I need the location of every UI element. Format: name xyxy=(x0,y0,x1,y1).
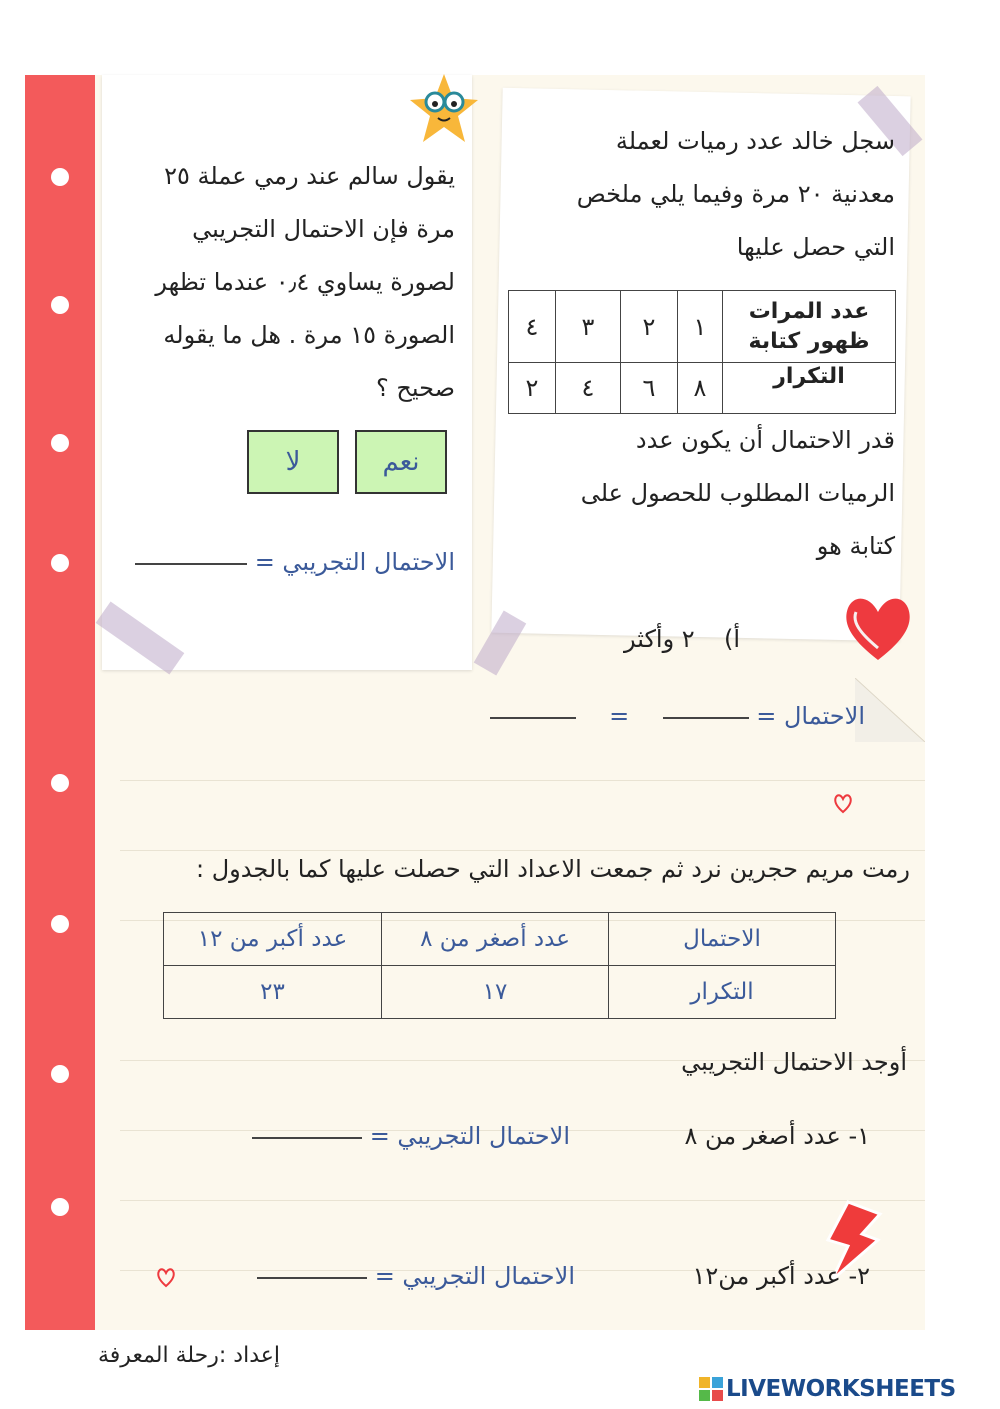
small-heart-icon xyxy=(156,1266,176,1288)
table-header-cell: عدد أكبر من ١٢ xyxy=(164,913,382,966)
answer-label: الاحتمال التجريبي = xyxy=(374,1262,575,1290)
table-header-cell: عدد أصغر من ٨ xyxy=(382,913,609,966)
table-header-cell: التكرار xyxy=(723,363,896,414)
coin-frequency-table xyxy=(508,290,896,414)
option-text: ٢ وأكثر xyxy=(624,625,695,653)
table-cell: ٢ xyxy=(621,291,678,363)
table-cell: ٢ xyxy=(509,363,556,414)
answer-label: الاحتمال التجريبي = xyxy=(254,548,455,576)
binder-hole xyxy=(51,1065,69,1083)
table-cell: ٨ xyxy=(678,363,723,414)
answer-blank[interactable] xyxy=(663,716,749,719)
dice-frequency-table xyxy=(163,912,836,1019)
question-line: قدر الاحتمال أن يكون عدد xyxy=(635,426,895,454)
heart-icon xyxy=(838,588,918,668)
question-line: مرة فإن الاحتمال التجريبي xyxy=(192,215,455,243)
binder-hole xyxy=(51,168,69,186)
intro-line: معدنية ٢٠ مرة وفيما يلي ملخص xyxy=(576,180,895,208)
binder-hole xyxy=(51,915,69,933)
table-cell: ١ xyxy=(678,291,723,363)
table-header-cell: الاحتمال xyxy=(609,913,836,966)
table-cell: ٦ xyxy=(621,363,678,414)
no-answer-box[interactable]: لا xyxy=(247,430,339,494)
answer-blank[interactable] xyxy=(135,562,247,565)
binder-hole xyxy=(51,434,69,452)
binder-hole xyxy=(51,296,69,314)
star-character-icon xyxy=(408,70,480,150)
answer-blank[interactable] xyxy=(252,1136,362,1139)
table-header-cell xyxy=(723,291,896,363)
question-line: كتابة هو xyxy=(816,532,895,560)
answer-label: الاحتمال = xyxy=(756,702,865,730)
item-2-answer-row xyxy=(235,1262,575,1290)
intro-line: التي حصل عليها xyxy=(736,233,895,261)
liveworksheets-logo[interactable] xyxy=(698,1374,994,1404)
question-line: الصورة ١٥ مرة . هل ما يقوله xyxy=(163,321,455,349)
folded-corner-icon xyxy=(855,678,925,742)
equals-sign: = xyxy=(609,702,630,730)
binder-strip xyxy=(25,75,95,1330)
intro-line: سجل خالد عدد رميات لعملة xyxy=(615,127,895,155)
right-question-text xyxy=(505,414,895,573)
item-1-label: ١- عدد أصغر من ٨ xyxy=(684,1122,870,1150)
question-line: لصورة يساوي ٠٫٤ عندما تظهر xyxy=(155,268,455,296)
dice-question-statement: رمت مريم حجرين نرد ثم جمعت الاعداد التي حصلت عليها كما بالجدول : xyxy=(196,855,910,883)
item-1-answer-row xyxy=(230,1122,570,1150)
question-line: صحيح ؟ xyxy=(376,374,455,402)
option-a[interactable] xyxy=(560,613,740,666)
left-answer-row xyxy=(120,548,455,576)
left-question-text xyxy=(105,150,455,415)
answer-blank[interactable] xyxy=(490,716,576,719)
yes-answer-box[interactable]: نعم xyxy=(355,430,447,494)
binder-hole xyxy=(51,554,69,572)
header-line: عدد المرات xyxy=(748,298,870,324)
table-cell: ٣ xyxy=(556,291,621,363)
question-line: الرميات المطلوب للحصول على xyxy=(580,479,895,507)
option-letter: أ) xyxy=(723,625,740,653)
brand-text: LIVEWORKSHEETS xyxy=(726,1376,956,1402)
header-line: ظهور كتابة xyxy=(748,328,870,354)
item-2-label: ٢- عدد أكبر من١٢ xyxy=(692,1262,870,1290)
binder-hole xyxy=(51,774,69,792)
table-cell: التكرار xyxy=(609,966,836,1019)
author-credit: إعداد :رحلة المعرفة xyxy=(98,1343,280,1368)
table-cell: ١٧ xyxy=(382,966,609,1019)
table-cell: ٤ xyxy=(556,363,621,414)
answer-blank[interactable] xyxy=(257,1276,367,1279)
small-heart-icon xyxy=(833,792,853,814)
answer-label: الاحتمال التجريبي = xyxy=(369,1122,570,1150)
binder-hole xyxy=(51,1198,69,1216)
table-cell: ٤ xyxy=(509,291,556,363)
question-line: يقول سالم عند رمي عملة ٢٥ xyxy=(164,162,455,190)
instruction: أوجد الاحتمال التجريبي xyxy=(681,1048,907,1076)
table-cell: ٢٣ xyxy=(164,966,382,1019)
right-answer-row xyxy=(520,702,865,730)
right-question-intro xyxy=(505,115,895,274)
liveworksheets-logo-icon xyxy=(698,1376,724,1402)
